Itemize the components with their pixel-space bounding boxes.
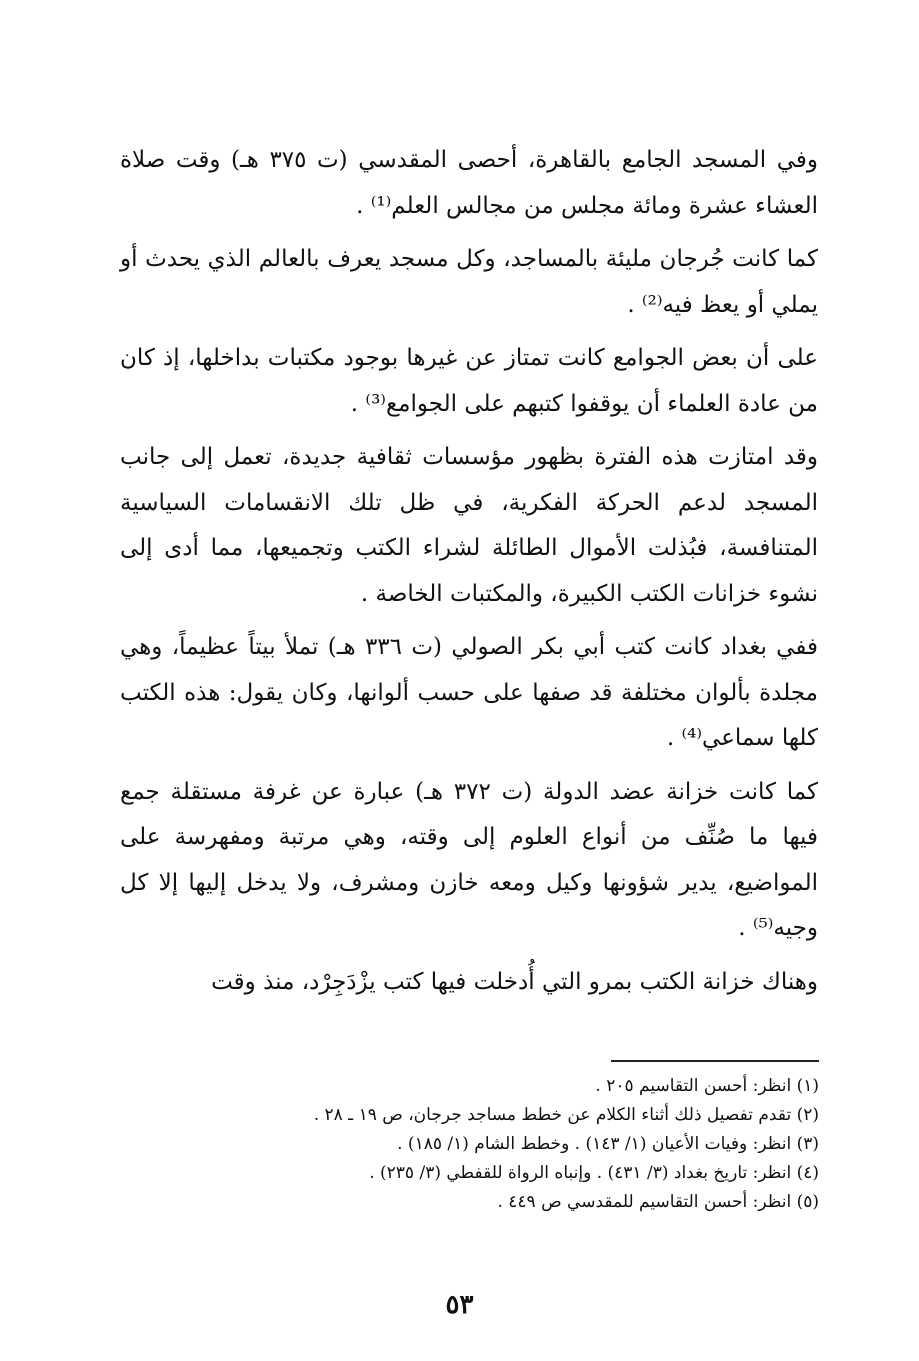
page-number: ٥٣ (445, 1290, 474, 1320)
paragraph-3: على أن بعض الجوامع كانت تمتاز عن غيرها بوجود مكتبات بداخلها، إذ كان من عادة العلماء أن يوقفوا كتبهم على الجوامع⁽³⁾ . (120, 345, 818, 417)
paragraph-4: وقد امتازت هذه الفترة بظهور مؤسسات ثقافية جديدة، تعمل إلى جانب المسجد لدعم الحركة الفكرية، في ظل تلك الانقسامات السياسية المتنافسة، فبُذلت الأموال الطائلة لشراء الكتب وتجميعها، مما أدى إلى نشوء خزانات الكتب الكبيرة، والمكتبات الخاصة . (120, 444, 819, 607)
footnote-1: (١) انظر: أحسن التقاسيم ٢٠٥ . (595, 1076, 819, 1096)
footnotes-section (121, 1060, 819, 1217)
paragraph-2: كما كانت جُرجان مليئة بالمساجد، وكل مسجد يعرف بالعالم الذي يحدث أو يملي أو يعظ فيه⁽²⁾ . (120, 246, 818, 318)
footnote-4: (٤) انظر: تاريخ بغداد (٣/ ٤٣١) . وإنباه الرواة للقفطي (٣/ ٢٣٥) . (369, 1163, 819, 1183)
footnote-3: (٣) انظر: وفيات الأعيان (١/ ١٤٣) . وخطط الشام (١/ ١٨٥) . (397, 1134, 819, 1154)
paragraph-6: كما كانت خزانة عضد الدولة (ت ٣٧٢ هـ) عبارة عن غرفة مستقلة جمع فيها ما صُنِّف من أنواع العلوم إلى وقته، وهي مرتبة ومفهرسة على المواضيع، يدير شؤونها وكيل ومعه خازن ومشرف، ولا يدخل إليها إلا كل وجيه⁽⁵⁾ . (120, 778, 818, 941)
main-text (120, 138, 818, 1013)
paragraph-1: وفي المسجد الجامع بالقاهرة، أحصى المقدسي (ت ٣٧٥ هـ) وقت صلاة العشاء عشرة ومائة مجلس من مجالس العلم⁽¹⁾ . (120, 147, 818, 219)
footnote-2: (٢) تقدم تفصيل ذلك أثناء الكلام عن خطط مساجد جرجان، ص ١٩ ـ ٢٨ . (313, 1105, 819, 1125)
footnote-5: (٥) انظر: أحسن التقاسيم للمقدسي ص ٤٤٩ . (497, 1192, 819, 1212)
footnote-separator (611, 1060, 819, 1062)
paragraph-7: وهناك خزانة الكتب بمرو التي أُدخلت فيها كتب يزْدَجِرْد، منذ وقت (211, 968, 818, 995)
paragraph-5: ففي بغداد كانت كتب أبي بكر الصولي (ت ٣٣٦ هـ) تملأ بيتاً عظيماً، وهي مجلدة بألوان مختلفة قد صفها على حسب ألوانها، وكان يقول: هذه الكتب كلها سماعي⁽⁴⁾ . (120, 634, 818, 751)
